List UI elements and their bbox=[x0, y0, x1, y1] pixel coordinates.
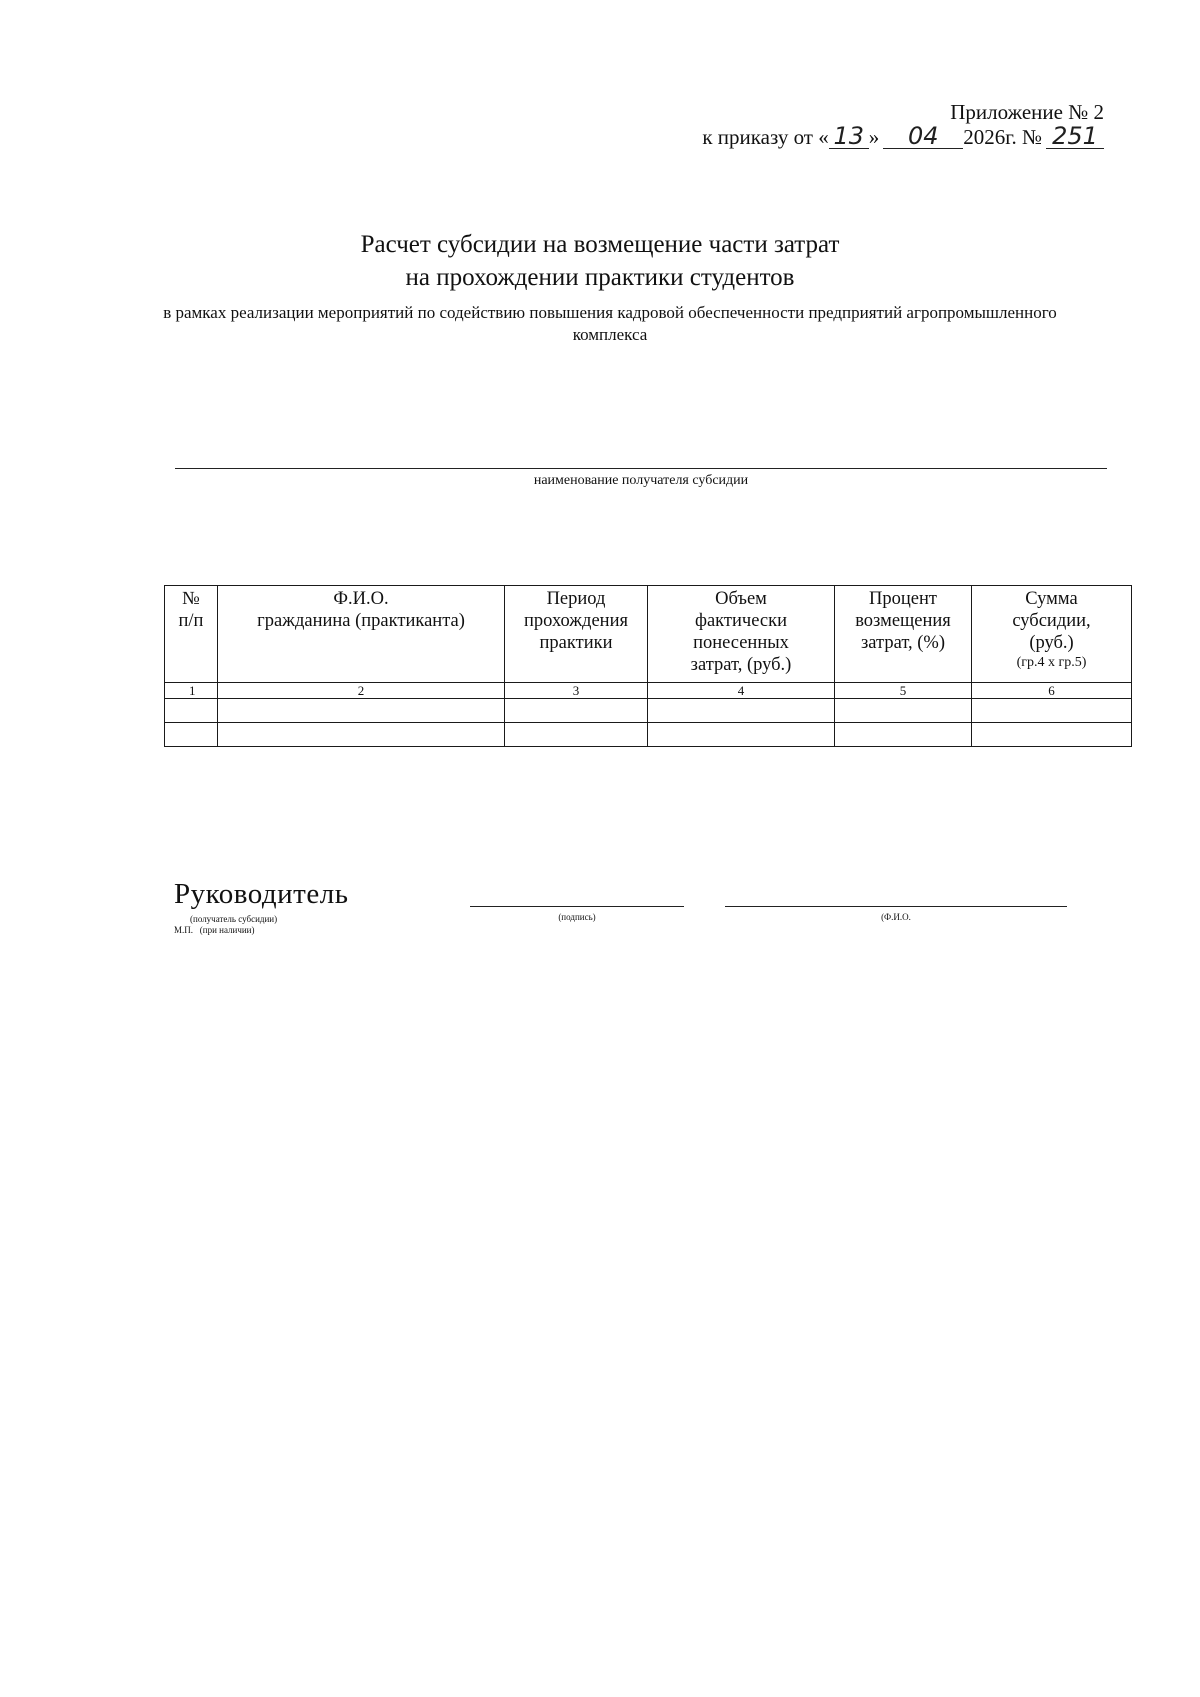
table-cell[interactable] bbox=[648, 699, 835, 723]
title-line-2: на прохождении практики студентов bbox=[405, 264, 795, 291]
header-cell-number: № п/п bbox=[165, 586, 218, 683]
order-quote-close: » bbox=[868, 125, 880, 149]
column-number: 1 bbox=[165, 683, 218, 699]
header-cell-costs: Объем фактически понесенных затрат, (руб.) bbox=[648, 586, 835, 683]
signature-title: Руководитель bbox=[174, 878, 349, 910]
recipient-name-line[interactable] bbox=[175, 468, 1107, 469]
table-cell[interactable] bbox=[218, 723, 505, 747]
subsidy-calculation-table bbox=[164, 585, 1132, 747]
recipient-caption: (получатель субсидии) bbox=[190, 914, 278, 924]
table-cell[interactable] bbox=[165, 723, 218, 747]
name-line[interactable] bbox=[725, 906, 1067, 907]
column-number: 3 bbox=[505, 683, 648, 699]
order-prefix: к приказу от « bbox=[702, 125, 829, 149]
column-number: 6 bbox=[972, 683, 1132, 699]
seal-caption: М.П. (при наличии) bbox=[174, 925, 255, 935]
table-cell[interactable] bbox=[505, 723, 648, 747]
table-cell[interactable] bbox=[218, 699, 505, 723]
document-title bbox=[0, 228, 1200, 294]
title-line-1: Расчет субсидии на возмещение части затрат bbox=[360, 231, 840, 258]
order-year-text: 2026г. № bbox=[963, 125, 1042, 149]
table-cell[interactable] bbox=[835, 723, 972, 747]
table-cell[interactable] bbox=[505, 699, 648, 723]
table-header-row bbox=[165, 586, 1132, 683]
column-number: 5 bbox=[835, 683, 972, 699]
header-cell-period: Период прохождения практики bbox=[505, 586, 648, 683]
table-row bbox=[165, 699, 1132, 723]
recipient-name-caption: наименование получателя субсидии bbox=[533, 473, 749, 488]
signature-line[interactable] bbox=[470, 906, 684, 907]
header-cell-percent: Процент возмещения затрат, (%) bbox=[835, 586, 972, 683]
column-number: 4 bbox=[648, 683, 835, 699]
order-month-handwritten: 04 bbox=[883, 124, 963, 149]
table-row bbox=[165, 723, 1132, 747]
order-day-handwritten: 13 bbox=[829, 124, 869, 149]
name-caption: (Ф.И.О. bbox=[881, 912, 911, 922]
header-formula-note: (гр.4 х гр.5) bbox=[1016, 655, 1087, 670]
appendix-label: Приложение № 2 bbox=[950, 100, 1104, 124]
table-cell[interactable] bbox=[972, 699, 1132, 723]
signature-caption: (подпись) bbox=[558, 912, 596, 922]
header-cell-fio: Ф.И.О. гражданина (практиканта) bbox=[218, 586, 505, 683]
header-cell-subsidy-sum: Сумма субсидии, (руб.) (гр.4 х гр.5) bbox=[972, 586, 1132, 683]
table-cell[interactable] bbox=[835, 699, 972, 723]
column-number-row bbox=[165, 683, 1132, 699]
column-number: 2 bbox=[218, 683, 505, 699]
table-cell[interactable] bbox=[972, 723, 1132, 747]
table-cell[interactable] bbox=[648, 723, 835, 747]
document-subtitle: в рамках реализации мероприятий по содействию повышения кадровой обеспеченности предприятий агропромышленного комплекса bbox=[163, 303, 1057, 344]
table-cell[interactable] bbox=[165, 699, 218, 723]
order-reference bbox=[702, 124, 1104, 150]
order-number-handwritten: 251 bbox=[1046, 124, 1104, 149]
